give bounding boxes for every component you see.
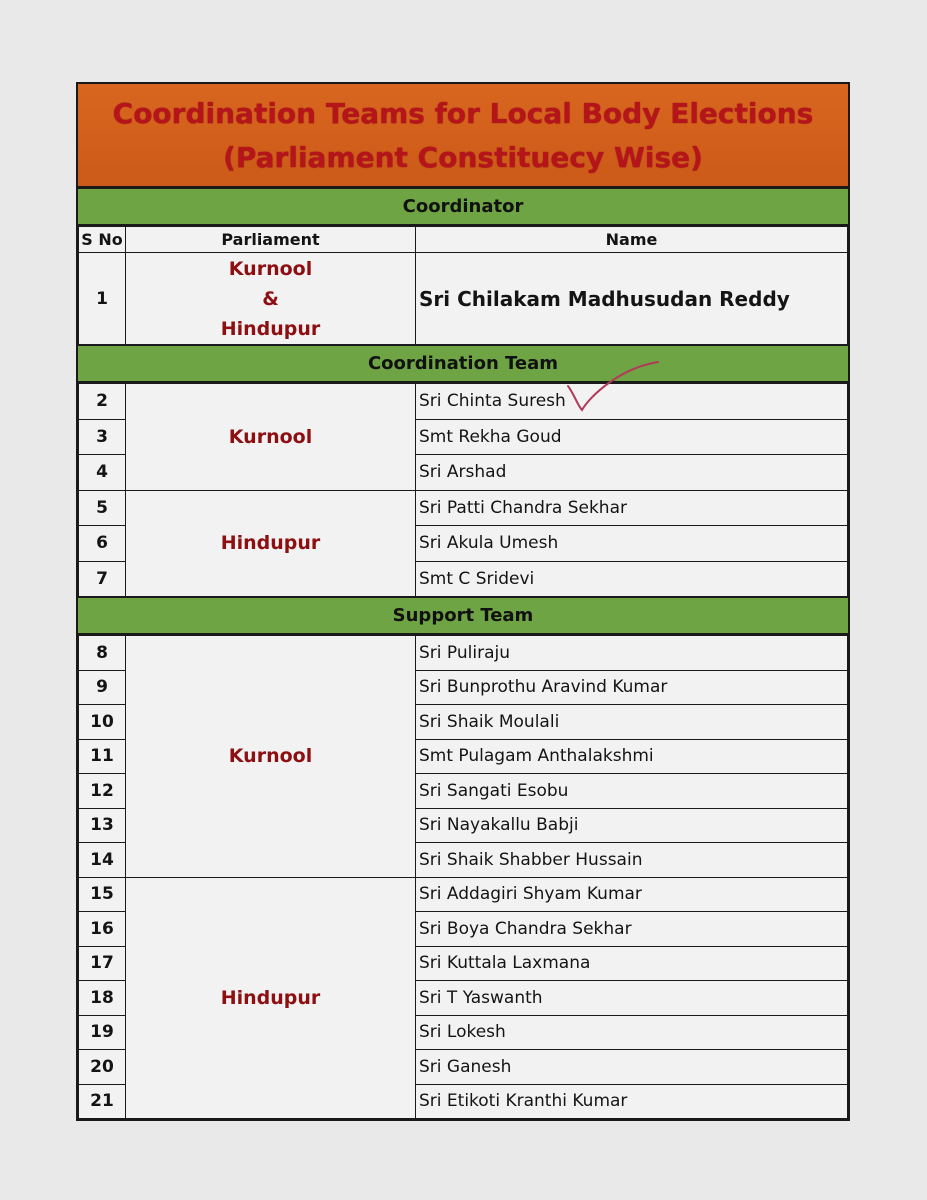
name-cell: Sri Kuttala Laxmana <box>416 946 848 981</box>
coordination-team-band: Coordination Team <box>78 345 848 383</box>
support-team-band: Support Team <box>78 597 848 635</box>
name-cell: Sri Bunprothu Aravind Kumar <box>416 670 848 705</box>
coordinator-table <box>78 226 848 345</box>
sno-cell: 14 <box>79 843 126 878</box>
header-sno: S No <box>79 227 126 253</box>
name-cell: Sri Shaik Moulali <box>416 705 848 740</box>
sno-cell: 12 <box>79 774 126 809</box>
coordination-team-table <box>78 383 848 597</box>
column-header-row <box>79 227 848 253</box>
parliament-cell: Hindupur <box>126 877 416 1119</box>
name-cell: Sri Etikoti Kranthi Kumar <box>416 1084 848 1119</box>
sno-cell: 7 <box>79 561 126 597</box>
header-name: Name <box>416 227 848 253</box>
header-parliament: Parliament <box>126 227 416 253</box>
coordinator-parliament <box>126 253 416 345</box>
sno-cell: 2 <box>79 384 126 420</box>
sno-cell: 18 <box>79 981 126 1016</box>
table-row <box>79 877 848 912</box>
parliament-cell: Kurnool <box>126 384 416 491</box>
election-teams-sheet <box>76 82 850 1121</box>
sno-cell: 19 <box>79 1015 126 1050</box>
name-cell: Sri Addagiri Shyam Kumar <box>416 877 848 912</box>
sno-cell: 4 <box>79 455 126 491</box>
sno-cell: 9 <box>79 670 126 705</box>
table-row <box>79 636 848 671</box>
name-cell: Sri Akula Umesh <box>416 526 848 562</box>
coordinator-name: Sri Chilakam Madhusudan Reddy <box>416 253 848 345</box>
name-cell: Sri Arshad <box>416 455 848 491</box>
name-cell: Sri Shaik Shabber Hussain <box>416 843 848 878</box>
title-line-2: (Parliament Constituecy Wise) <box>223 141 703 174</box>
sno-cell: 13 <box>79 808 126 843</box>
name-cell: Sri T Yaswanth <box>416 981 848 1016</box>
handwritten-checkmark-icon <box>560 356 670 416</box>
name-cell: Sri Sangati Esobu <box>416 774 848 809</box>
name-cell: Smt Pulagam Anthalakshmi <box>416 739 848 774</box>
name-cell: Smt Rekha Goud <box>416 419 848 455</box>
parliament-ampersand: & <box>262 287 279 310</box>
name-cell: Smt C Sridevi <box>416 561 848 597</box>
sheet-title <box>78 84 848 188</box>
parliament-kurnool: Kurnool <box>228 257 313 280</box>
name-cell: Sri Ganesh <box>416 1050 848 1085</box>
sno-cell: 15 <box>79 877 126 912</box>
name-cell: Sri Patti Chandra Sekhar <box>416 490 848 526</box>
table-row <box>79 384 848 420</box>
table-row <box>79 490 848 526</box>
support-team-table <box>78 635 848 1119</box>
sno-cell: 3 <box>79 419 126 455</box>
coordinator-band: Coordinator <box>78 188 848 226</box>
sno-cell: 21 <box>79 1084 126 1119</box>
sno-cell: 6 <box>79 526 126 562</box>
sno-cell: 5 <box>79 490 126 526</box>
name-cell: Sri Boya Chandra Sekhar <box>416 912 848 947</box>
parliament-cell: Hindupur <box>126 490 416 597</box>
name-cell: Sri Nayakallu Babji <box>416 808 848 843</box>
name-cell: Sri Lokesh <box>416 1015 848 1050</box>
title-line-1: Coordination Teams for Local Body Elections <box>112 97 814 130</box>
name-cell: Sri Puliraju <box>416 636 848 671</box>
sno-cell: 16 <box>79 912 126 947</box>
parliament-cell: Kurnool <box>126 636 416 878</box>
coordinator-row <box>79 253 848 345</box>
coordinator-sno: 1 <box>79 253 126 345</box>
sno-cell: 17 <box>79 946 126 981</box>
parliament-hindupur: Hindupur <box>220 317 321 340</box>
sno-cell: 10 <box>79 705 126 740</box>
sno-cell: 8 <box>79 636 126 671</box>
name-cell: Sri Chinta Suresh <box>416 384 848 420</box>
sno-cell: 20 <box>79 1050 126 1085</box>
sno-cell: 11 <box>79 739 126 774</box>
